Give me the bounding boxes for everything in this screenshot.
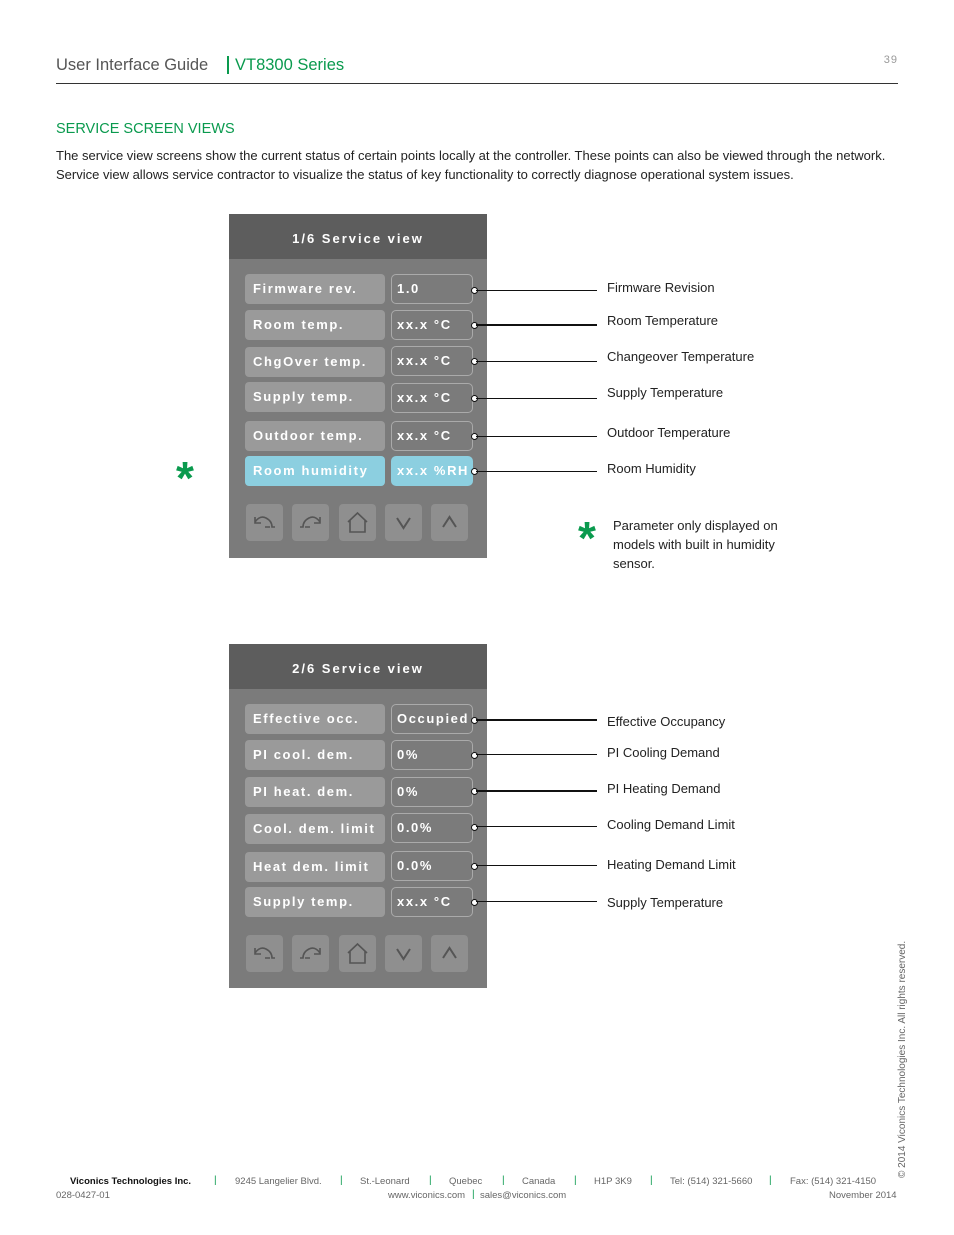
row-label: Firmware rev. [245, 274, 385, 304]
footer-city: St.-Leonard [360, 1176, 410, 1187]
row-value: xx.x °C [391, 887, 473, 917]
leader-line [476, 471, 597, 472]
leader-line [476, 790, 597, 792]
footer-separator: | [340, 1175, 343, 1186]
footer-separator: | [650, 1175, 653, 1186]
footer-separator: | [214, 1175, 217, 1186]
callout-label: Effective Occupancy [607, 714, 726, 729]
asterisk-marker: * [578, 512, 596, 564]
footnote-text: Parameter only displayed on models with built in humidity sensor. [613, 518, 778, 571]
leader-line [476, 754, 597, 755]
up-button[interactable] [431, 935, 468, 972]
callout-label: Heating Demand Limit [607, 857, 736, 872]
callout-label: Changeover Temperature [607, 349, 755, 364]
callout-label: Room Temperature [607, 313, 719, 328]
callout-label: PI Cooling Demand [607, 745, 720, 760]
forward-icon [297, 509, 324, 536]
service-view-screen-2 [229, 644, 487, 988]
forward-button[interactable] [292, 504, 329, 541]
section-title: SERVICE SCREEN VIEWS [56, 121, 235, 137]
leader-line [476, 436, 597, 437]
doc-number: 028-0427-01 [56, 1190, 110, 1201]
service-view-screen-1 [229, 214, 487, 558]
footer-email[interactable]: sales@viconics.com [480, 1190, 567, 1201]
copyright-notice: © 2014 Viconics Technologies Inc. All rights reserved. [897, 940, 908, 1178]
leader-line [476, 826, 597, 827]
home-icon [344, 509, 371, 536]
screen-title: 1/6 Service view [229, 214, 487, 259]
callout-label: Supply Temperature [607, 895, 724, 910]
row-label: Cool. dem. limit [245, 814, 385, 844]
row-value: xx.x °C [391, 346, 473, 376]
chevron-down-icon [390, 509, 417, 536]
row-value: xx.x °C [391, 310, 473, 340]
footer-separator: | [429, 1175, 432, 1186]
footer-address: 9245 Langelier Blvd. [235, 1176, 322, 1187]
footer-separator: | [472, 1189, 475, 1200]
asterisk-marker: * [176, 452, 194, 504]
footer-country: Canada [522, 1176, 556, 1187]
row-label: Supply temp. [245, 382, 385, 412]
leader-line [476, 901, 597, 902]
back-icon [251, 940, 278, 967]
footer-website[interactable]: www.viconics.com [388, 1190, 466, 1201]
row-label: Room temp. [245, 310, 385, 340]
back-button[interactable] [246, 935, 283, 972]
row-value: Occupied [391, 704, 473, 734]
row-value: xx.x °C [391, 383, 473, 413]
row-value: 0.0% [391, 813, 473, 843]
chevron-up-icon [436, 509, 463, 536]
row-value: 0.0% [391, 851, 473, 881]
leader-line [476, 324, 597, 326]
footer-company: Viconics Technologies Inc. [70, 1176, 192, 1187]
forward-icon [297, 940, 324, 967]
chevron-up-icon [436, 940, 463, 967]
row-label: PI heat. dem. [245, 777, 385, 807]
leader-line [476, 719, 597, 721]
leader-line [476, 361, 597, 362]
header-divider [56, 83, 898, 84]
footer-separator: | [574, 1175, 577, 1186]
down-button[interactable] [385, 504, 422, 541]
footer-tel: Tel: (514) 321-5660 [670, 1176, 753, 1187]
footer-postal: H1P 3K9 [594, 1176, 632, 1187]
row-value: 0% [391, 740, 473, 770]
row-label-highlighted: Room humidity [245, 456, 385, 486]
forward-button[interactable] [292, 935, 329, 972]
row-value: xx.x °C [391, 421, 473, 451]
home-button[interactable] [339, 504, 376, 541]
back-icon [251, 509, 278, 536]
callout-label: Cooling Demand Limit [607, 817, 735, 832]
callout-label: Outdoor Temperature [607, 425, 731, 440]
callout-label: PI Heating Demand [607, 781, 721, 796]
leader-line [476, 865, 597, 866]
row-label: Effective occ. [245, 704, 385, 734]
down-button[interactable] [385, 935, 422, 972]
chevron-down-icon [390, 940, 417, 967]
row-value-highlighted: xx.x %RH [391, 456, 473, 486]
row-label: PI cool. dem. [245, 740, 385, 770]
intro-paragraph: The service view screens show the current status of certain points locally at the controller. These points can also be viewed through the network. Service view allows service contractor to visualize the status of key functionality to correctly diagnose operational system issues. [56, 148, 886, 182]
footer-separator: | [502, 1175, 505, 1186]
page-number: 39 [883, 54, 898, 66]
callout-label: Room Humidity [607, 461, 696, 476]
series-title: VT8300 Series [227, 56, 344, 74]
home-button[interactable] [339, 935, 376, 972]
row-label: ChgOver temp. [245, 347, 385, 377]
footer-date: November 2014 [829, 1190, 897, 1201]
screen-title: 2/6 Service view [229, 644, 487, 689]
footer-province: Quebec [449, 1176, 483, 1187]
leader-line [476, 290, 597, 291]
row-label: Heat dem. limit [245, 852, 385, 882]
row-value: 1.0 [391, 274, 473, 304]
footer-separator: | [769, 1175, 772, 1186]
footer-fax: Fax: (514) 321-4150 [790, 1176, 877, 1187]
callout-label: Firmware Revision [607, 280, 715, 295]
home-icon [344, 940, 371, 967]
up-button[interactable] [431, 504, 468, 541]
back-button[interactable] [246, 504, 283, 541]
row-label: Outdoor temp. [245, 421, 385, 451]
callout-label: Supply Temperature [607, 385, 724, 400]
row-label: Supply temp. [245, 887, 385, 917]
guide-title: User Interface Guide [56, 56, 209, 74]
leader-line [476, 398, 597, 399]
row-value: 0% [391, 777, 473, 807]
